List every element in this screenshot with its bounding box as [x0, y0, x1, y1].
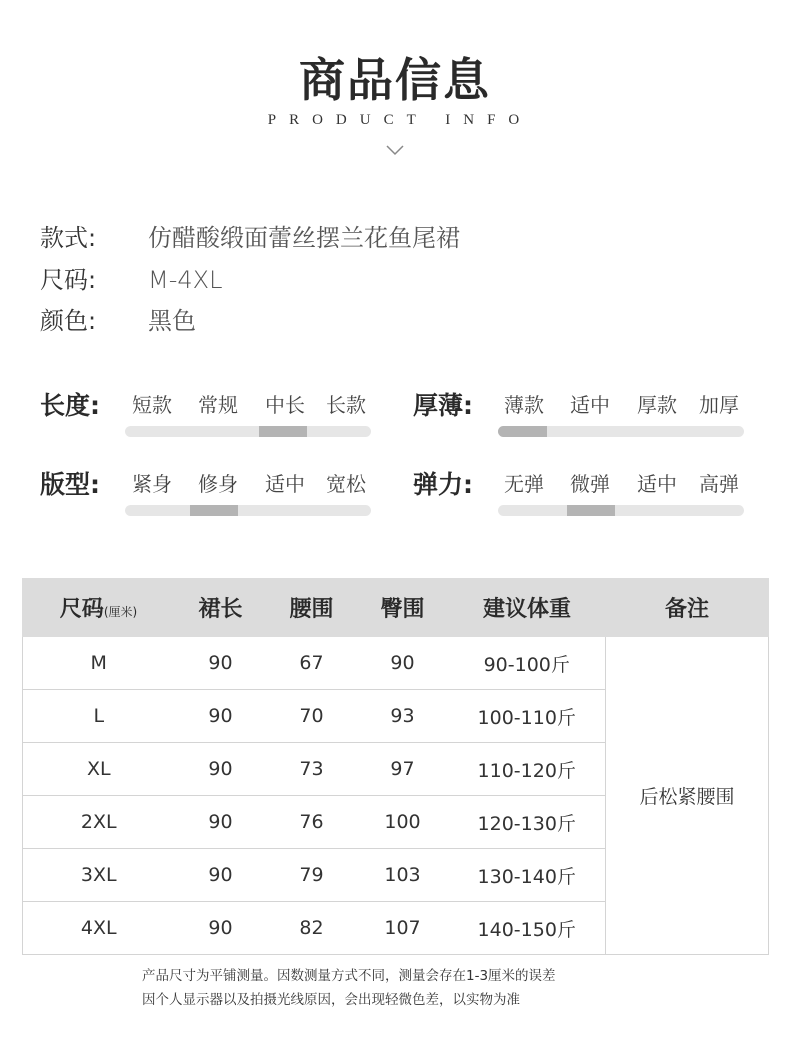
cell-length: 90 — [175, 690, 267, 743]
column-header-waist: 腰围 — [267, 579, 357, 637]
cell-waist: 73 — [267, 743, 357, 796]
page-subtitle: PRODUCT INFO — [267, 112, 533, 128]
cell-length: 90 — [175, 796, 267, 849]
info-value: M-4XL — [148, 266, 223, 294]
attr-option: 长款 — [326, 393, 366, 417]
cell-hip: 107 — [357, 902, 449, 955]
cell-length: 90 — [175, 902, 267, 955]
attr-scale-thickness — [498, 426, 744, 437]
info-row-size — [40, 260, 222, 295]
table-header-row — [23, 579, 769, 637]
cell-weight: 140-150斤 — [449, 902, 606, 955]
cell-size: XL — [23, 743, 175, 796]
attr-option: 短款 — [132, 393, 172, 417]
cell-hip: 90 — [357, 637, 449, 690]
attr-option: 厚款 — [637, 393, 677, 417]
cell-hip: 103 — [357, 849, 449, 902]
cell-size: 2XL — [23, 796, 175, 849]
attr-scale-marker — [259, 426, 307, 437]
cell-size: 4XL — [23, 902, 175, 955]
attr-option: 微弹 — [570, 472, 610, 496]
attr-label-fit: 版型: — [40, 470, 100, 499]
attr-option: 加厚 — [699, 393, 739, 417]
column-header-weight: 建议体重 — [449, 579, 606, 637]
cell-size: 3XL — [23, 849, 175, 902]
cell-length: 90 — [175, 849, 267, 902]
cell-size: M — [23, 637, 175, 690]
column-header-hip: 臀围 — [357, 579, 449, 637]
info-row-color — [40, 301, 196, 336]
attr-option: 紧身 — [132, 472, 172, 496]
cell-length: 90 — [175, 743, 267, 796]
cell-length: 90 — [175, 637, 267, 690]
header-unit: (厘米) — [103, 605, 138, 619]
cell-weight: 110-120斤 — [449, 743, 606, 796]
cell-waist: 70 — [267, 690, 357, 743]
info-label: 尺码: — [40, 266, 97, 294]
column-header-size — [23, 579, 175, 637]
cell-waist: 82 — [267, 902, 357, 955]
size-table — [22, 578, 769, 955]
attr-option: 宽松 — [326, 472, 366, 496]
info-label: 颜色: — [40, 307, 97, 335]
attr-label-thickness: 厚薄: — [413, 391, 473, 420]
attr-scale-length — [125, 426, 371, 437]
cell-weight: 130-140斤 — [449, 849, 606, 902]
cell-size: L — [23, 690, 175, 743]
attr-option: 适中 — [265, 472, 305, 496]
attr-label-length: 长度: — [40, 391, 100, 420]
cell-waist: 79 — [267, 849, 357, 902]
table-row — [23, 637, 769, 690]
header-label: 尺码 — [59, 597, 104, 622]
attr-scale-marker — [567, 505, 615, 516]
attr-scale-marker — [498, 426, 547, 437]
attr-option: 中长 — [265, 393, 305, 417]
cell-hip: 93 — [357, 690, 449, 743]
footnote-line: 因个人显示器以及拍摄光线原因，会出现轻微色差，以实物为准 — [142, 992, 520, 1008]
info-label: 款式: — [40, 224, 97, 252]
cell-hip: 97 — [357, 743, 449, 796]
cell-note: 后松紧腰围 — [606, 637, 769, 955]
attr-option: 适中 — [570, 393, 610, 417]
cell-waist: 67 — [267, 637, 357, 690]
attr-option: 薄款 — [504, 393, 544, 417]
attr-option: 修身 — [198, 472, 238, 496]
attr-option: 高弹 — [699, 472, 739, 496]
info-value: 黑色 — [148, 307, 196, 335]
cell-waist: 76 — [267, 796, 357, 849]
attr-option: 无弹 — [504, 472, 544, 496]
attr-scale-fit — [125, 505, 371, 516]
cell-weight: 100-110斤 — [449, 690, 606, 743]
column-header-note: 备注 — [606, 579, 769, 637]
footnote-line: 产品尺寸为平铺测量。因数测量方式不同，测量会存在1-3厘米的误差 — [142, 968, 556, 984]
attr-label-elasticity: 弹力: — [413, 470, 473, 499]
attr-option: 常规 — [198, 393, 238, 417]
cell-weight: 90-100斤 — [449, 637, 606, 690]
cell-weight: 120-130斤 — [449, 796, 606, 849]
column-header-length: 裙长 — [175, 579, 267, 637]
attr-option: 适中 — [637, 472, 677, 496]
info-value: 仿醋酸缎面蕾丝摆兰花鱼尾裙 — [148, 224, 460, 252]
cell-hip: 100 — [357, 796, 449, 849]
page-title: 商品信息 — [299, 53, 491, 107]
attr-scale-elasticity — [498, 505, 744, 516]
attr-scale-marker — [190, 505, 238, 516]
info-row-style — [40, 218, 460, 253]
chevron-down-icon — [385, 142, 405, 158]
